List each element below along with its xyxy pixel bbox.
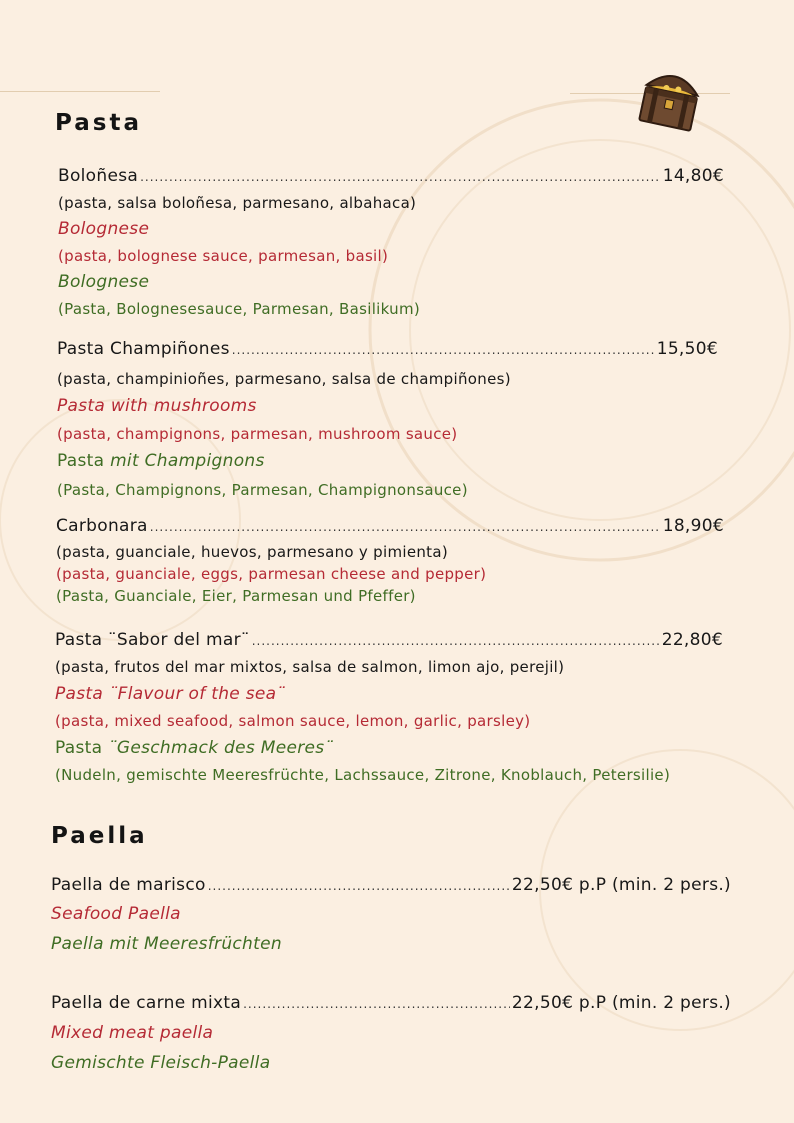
dish-name: Carbonara: [56, 516, 148, 536]
dish-description-es: (pasta, salsa boloñesa, parmesano, albahaca): [58, 194, 417, 212]
dish-name: Paella de carne mixta: [51, 993, 242, 1013]
dish-description-es: (pasta, guanciale, huevos, parmesano y pimienta): [56, 543, 448, 561]
dish-price: 22,50€ p.P (min. 2 pers.): [511, 993, 731, 1013]
dish-price: 18,90€: [662, 516, 724, 536]
dish-description-de: (Nudeln, gemischte Meeresfrüchte, Lachssauce, Zitrone, Knoblauch, Petersilie): [55, 766, 671, 784]
dish-description-en: (pasta, mixed seafood, salmon sauce, lemon, garlic, parsley): [55, 712, 531, 730]
dish-name-de: Bolognese: [58, 272, 150, 292]
dish-description-en: (pasta, champignons, parmesan, mushroom sauce): [57, 425, 458, 443]
dot-leader: [252, 634, 660, 648]
menu-item-pasta-champinones: [57, 339, 718, 359]
dot-leader: [140, 170, 661, 184]
treasure-chest-icon: [630, 60, 710, 144]
dish-name-de: Gemischte Fleisch-Paella: [51, 1053, 271, 1073]
section-title-paella: Paella: [51, 823, 148, 849]
menu-item-paella-de-carne-mixta: [51, 993, 731, 1013]
dish-description-es: (pasta, frutos del mar mixtos, salsa de salmon, limon ajo, perejil): [55, 658, 565, 676]
menu-item-bolonesa: [58, 166, 724, 186]
dish-name-de: [57, 451, 265, 471]
dish-description-de: (Pasta, Champignons, Parmesan, Champignonsauce): [57, 481, 468, 499]
menu-item-paella-de-marisco: [51, 875, 731, 895]
dish-name: Boloñesa: [58, 166, 139, 186]
dish-name-en: Seafood Paella: [51, 904, 181, 924]
dish-description-en: (pasta, bolognese sauce, parmesan, basil): [58, 247, 389, 265]
dish-price: 14,80€: [662, 166, 724, 186]
dish-name-en: Bolognese: [58, 219, 150, 239]
dish-name-de-prefix: Pasta: [57, 451, 111, 471]
dish-name-de-italic: ¨Geschmack des Meeres¨: [108, 738, 334, 758]
dot-leader: [243, 997, 510, 1011]
section-title-pasta: Pasta: [55, 110, 142, 136]
dish-description-es: (pasta, champinioñes, parmesano, salsa de champiñones): [57, 370, 511, 388]
dish-name-de-prefix: Pasta: [55, 738, 109, 758]
dot-leader: [150, 520, 661, 534]
dish-name-de-italic: mit Champignons: [110, 451, 265, 471]
dish-name-en: Pasta ¨Flavour of the sea¨: [55, 684, 286, 704]
dish-price: 22,50€ p.P (min. 2 pers.): [511, 875, 731, 895]
dish-description-de: (Pasta, Bolognesesauce, Parmesan, Basilikum): [58, 300, 421, 318]
divider-left: [0, 91, 160, 92]
dish-name: Pasta Champiñones: [57, 339, 230, 359]
dish-name-de: [55, 738, 333, 758]
dish-description-en: (pasta, guanciale, eggs, parmesan cheese and pepper): [56, 565, 487, 583]
dot-leader: [208, 879, 510, 893]
dish-name: Paella de marisco: [51, 875, 206, 895]
dish-price: 22,80€: [661, 630, 723, 650]
dish-name: Pasta ¨Sabor del mar¨: [55, 630, 250, 650]
dish-name-en: Mixed meat paella: [51, 1023, 214, 1043]
menu-item-carbonara: [56, 516, 724, 536]
menu-item-pasta-sabor-del-mar: [55, 630, 723, 650]
dish-name-de: Paella mit Meeresfrüchten: [51, 934, 282, 954]
dish-name-en: Pasta with mushrooms: [57, 396, 257, 416]
dish-description-de: (Pasta, Guanciale, Eier, Parmesan und Pfeffer): [56, 587, 416, 605]
dish-price: 15,50€: [656, 339, 718, 359]
dot-leader: [232, 343, 655, 357]
